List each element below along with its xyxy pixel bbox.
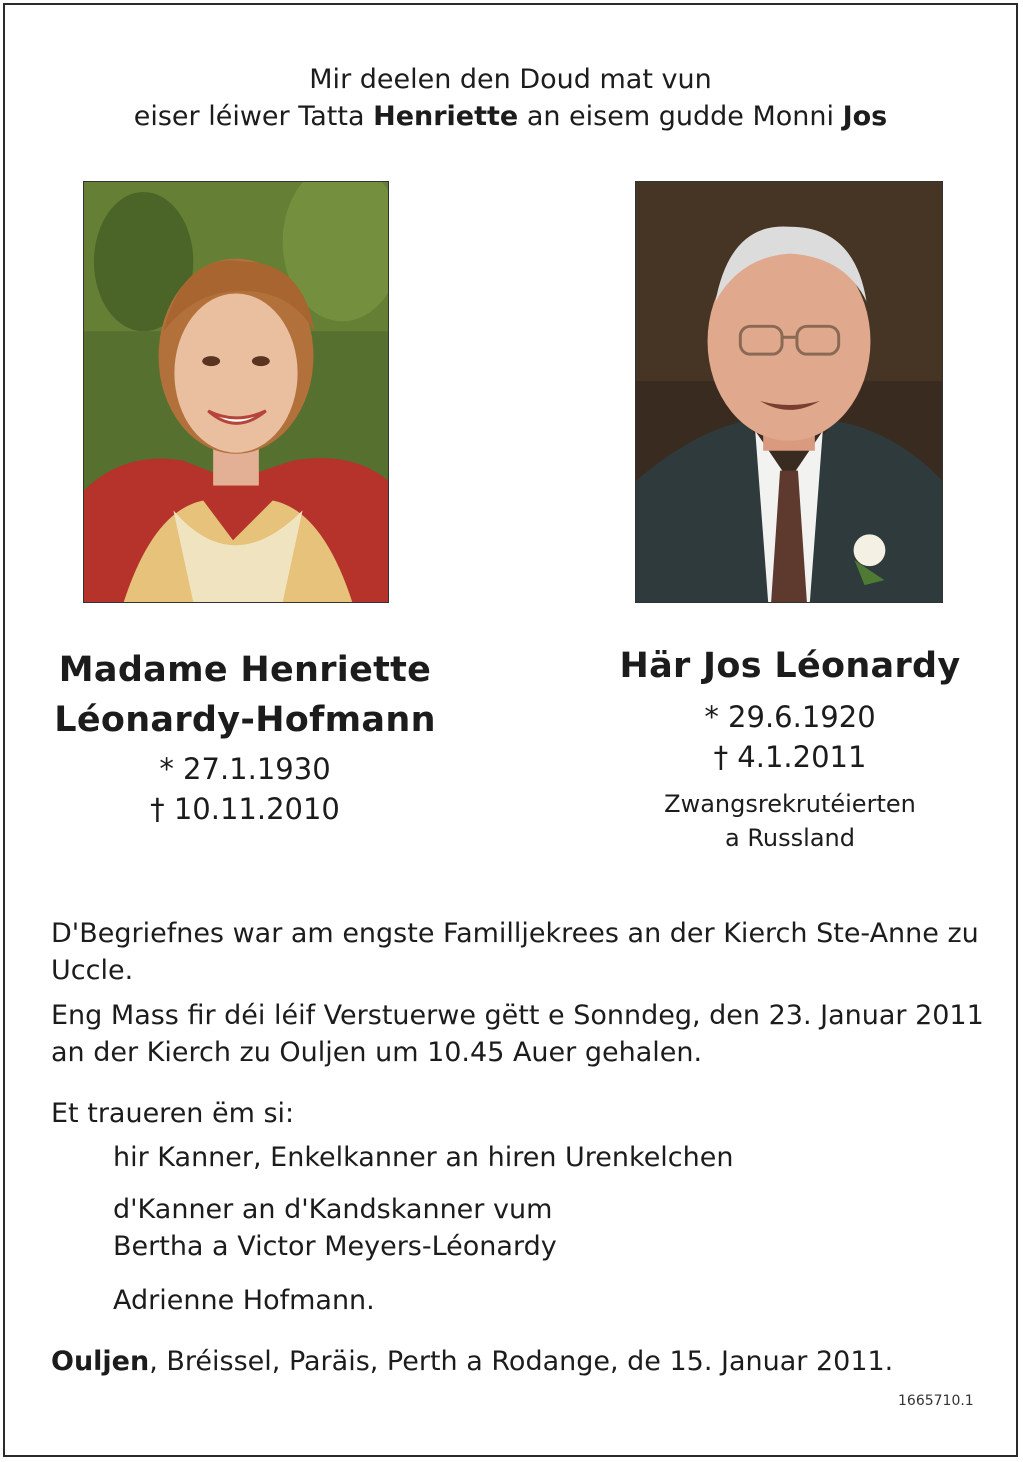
henriette-death-date: † 10.11.2010 [150,792,340,826]
closing-rest: , Bréissel, Paräis, Perth a Rodange, de 15. Januar 2011. [149,1346,894,1377]
intro-text [5,61,1016,135]
jos-name: Här Jos Léonardy [619,646,961,686]
mourner-entry-line: d'Kanner an d'Kandskanner vum [113,1194,553,1225]
obituary-notice [3,3,1018,1457]
mourners-heading: Et traueren ëm si: [51,1098,295,1129]
portrait-jos [635,181,943,603]
intro-line-2-start: eiser léiwer Tatta [133,101,374,132]
jos-death-date: † 4.1.2011 [713,740,867,774]
intro-line-2 [5,98,1016,135]
henriette-name-line-1: Madame Henriette [58,650,432,690]
jos-note-line-2: a Russland [725,824,855,852]
intro-line-2-middle: an eisem gudde Monni [518,101,843,132]
portrait-henriette [83,181,389,603]
jos-birth-date: * 29.6.1920 [704,700,876,734]
mass-paragraph: Eng Mass fir déi léif Verstuerwe gëtt e Sonndeg, den 23. Januar 2011 an der Kierch zu Ouljen um 10.45 Auer gehalen. [51,1000,984,1068]
henriette-birth-date: * 27.1.1930 [159,752,331,786]
jos-note-line-1: Zwangsrekrutéierten [664,790,916,818]
mourner-entry: hir Kanner, Enkelkanner an hiren Urenkelchen [113,1142,734,1173]
reference-number: 1665710.1 [898,1393,974,1409]
closing-line [51,1343,893,1380]
intro-name-henriette: Henriette [373,101,519,132]
jos-details [590,641,990,855]
mourner-entry: Adrienne Hofmann. [113,1285,375,1316]
intro-name-jos: Jos [842,101,888,132]
mourner-entry [113,1191,973,1265]
closing-place: Ouljen [51,1346,150,1377]
mourner-entry-line: Bertha a Victor Meyers-Léonardy [113,1231,557,1262]
henriette-name-line-2: Léonardy-Hofmann [54,700,436,740]
henriette-details [35,645,455,829]
funeral-paragraph: D'Begriefnes war am engste Familljekrees an der Kierch Ste-Anne zu Uccle. [51,918,979,986]
intro-line-1: Mir deelen den Doud mat vun [309,64,712,95]
